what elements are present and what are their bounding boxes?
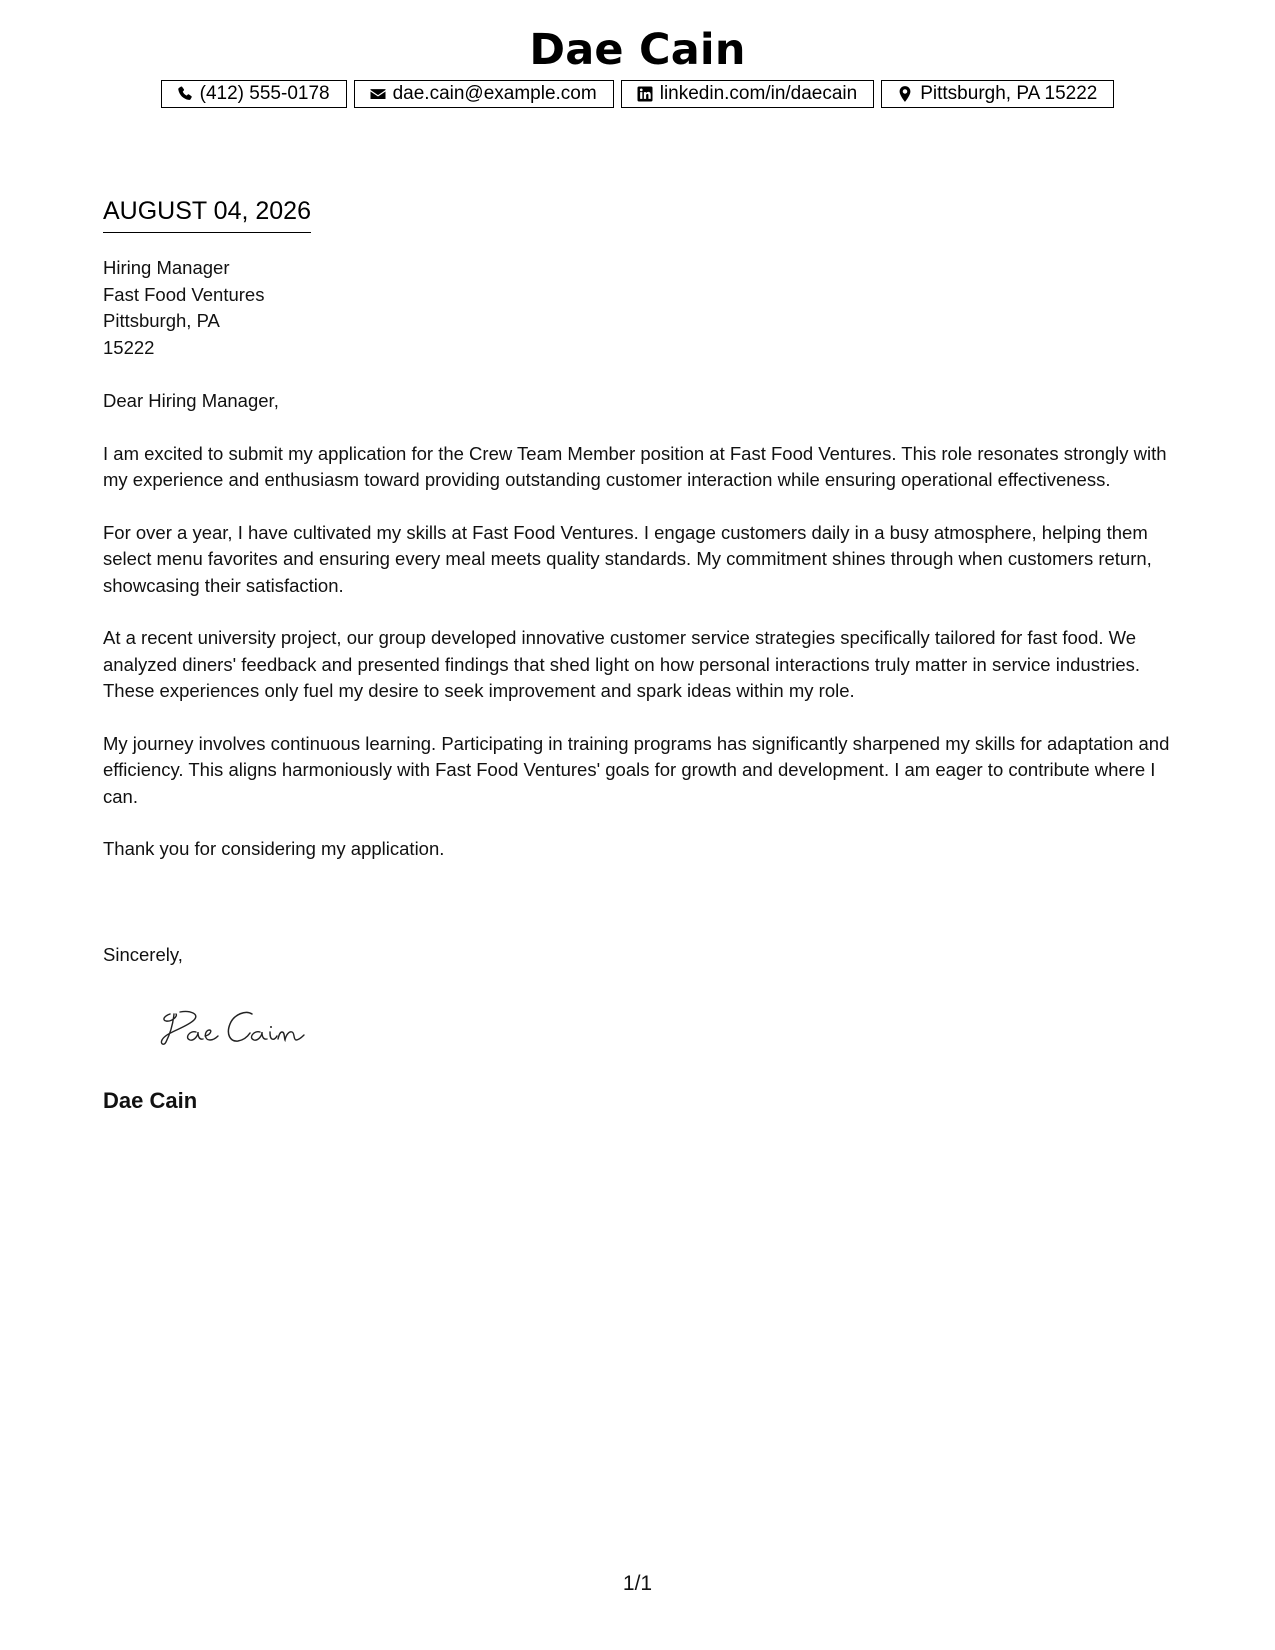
recipient-address — [103, 255, 264, 361]
phone-icon — [176, 85, 194, 103]
recipient-title: Hiring Manager — [103, 257, 230, 278]
contact-linkedin — [621, 80, 875, 108]
contact-location-text: Pittsburgh, PA 15222 — [920, 83, 1098, 104]
salutation: Dear Hiring Manager, — [103, 390, 279, 411]
letter-body — [103, 388, 1178, 889]
map-pin-icon — [896, 85, 914, 103]
linkedin-icon — [636, 85, 654, 103]
body-paragraph: At a recent university project, our group developed innovative customer service strategies specifically tailored for fast food. We analyzed diners' feedback and presented findings that shed light on how personal interactions truly matter in service industries. These experiences only fuel my desire to seek improvement and spark ideas within my role. — [103, 627, 1141, 701]
thanks-line: Thank you for considering my application. — [103, 838, 445, 859]
applicant-name-heading: Dae Cain — [529, 25, 746, 75]
envelope-icon — [369, 85, 387, 103]
contact-phone — [161, 80, 347, 108]
contact-bar — [0, 80, 1275, 108]
contact-location — [881, 80, 1114, 108]
body-paragraph: My journey involves continuous learning. Participating in training programs has significantly sharpened my skills for adaptation and efficiency. This aligns harmoniously with Fast Food Ventures' goals for growth and development. I am eager to contribute where I can. — [103, 732, 1170, 807]
contact-phone-text: (412) 555-0178 — [199, 83, 330, 104]
page-number: 1/1 — [622, 1572, 653, 1595]
body-paragraph: I am excited to submit my application for the Crew Team Member position at Fast Food Ventures. This role resonates strongly with my experience and enthusiasm toward providing outstanding customer interaction while ensuring operational effectiveness. — [103, 442, 1167, 490]
recipient-company: Fast Food Ventures — [103, 283, 265, 305]
valediction: Sincerely, — [103, 944, 183, 965]
letter-date: AUGUST 04, 2026 — [103, 196, 311, 233]
recipient-city: Pittsburgh, PA — [103, 310, 220, 331]
body-paragraph: For over a year, I have cultivated my skills at Fast Food Ventures. I engage customers daily in a busy atmosphere, helping them select menu favorites and ensuring every meal meets quality standards. My commitment shines through when customers return, showcasing their satisfaction. — [103, 521, 1152, 596]
contact-email-text: dae.cain@example.com — [392, 83, 597, 104]
recipient-zip: 15222 — [103, 336, 155, 358]
contact-linkedin-text: linkedin.com/in/daecain — [659, 83, 858, 104]
contact-email — [354, 80, 614, 108]
signed-name: Dae Cain — [103, 1088, 198, 1113]
handwritten-signature — [156, 1002, 316, 1052]
